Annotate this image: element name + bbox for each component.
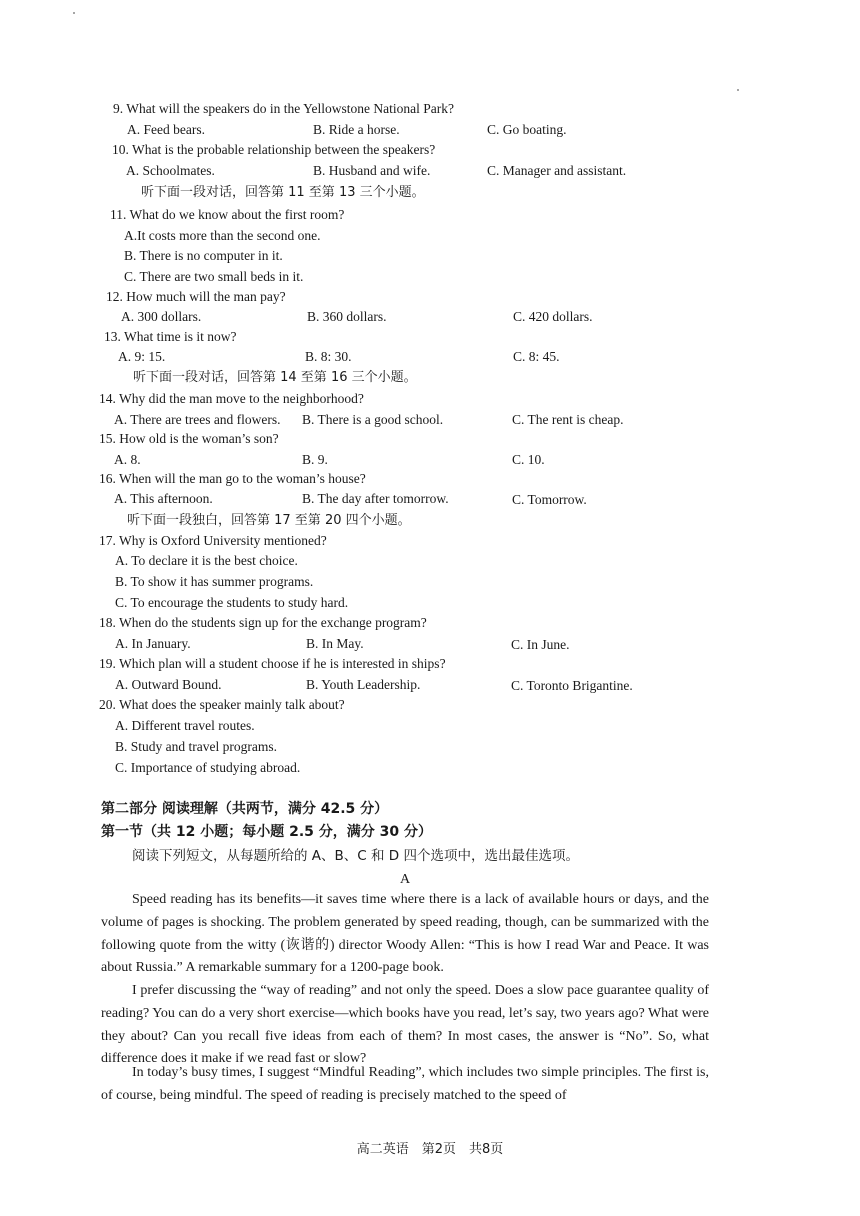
question-18-stem: 18. When do the students sign up for the exchange program? bbox=[99, 615, 427, 630]
question-15-option-b: B. 9. bbox=[302, 452, 328, 467]
question-10-option-a: A. Schoolmates. bbox=[126, 163, 215, 178]
question-20-option-c: C. Importance of studying abroad. bbox=[115, 760, 301, 775]
question-10-stem: 10. What is the probable relationship between the speakers? bbox=[112, 142, 436, 157]
question-10-option-c: C. Manager and assistant. bbox=[487, 163, 627, 178]
question-20-option-a: A. Different travel routes. bbox=[115, 718, 255, 733]
question-17-option-b: B. To show it has summer programs. bbox=[115, 574, 314, 589]
question-15-option-c: C. 10. bbox=[512, 452, 545, 467]
scan-speck bbox=[737, 89, 739, 91]
question-9-option-c: C. Go boating. bbox=[487, 122, 567, 137]
question-12-option-b: B. 360 dollars. bbox=[307, 309, 387, 324]
question-16-option-c: C. Tomorrow. bbox=[512, 492, 587, 507]
question-18-option-b: B. In May. bbox=[306, 636, 364, 651]
question-14-stem: 14. Why did the man move to the neighborhood? bbox=[99, 391, 364, 406]
question-13-option-c: C. 8: 45. bbox=[513, 349, 560, 364]
instruction-17-20: 听下面一段独白，回答第 17 至第 20 四个小题。 bbox=[127, 513, 411, 528]
question-20-stem: 20. What does the speaker mainly talk about? bbox=[99, 697, 345, 712]
reading-instruction: 阅读下列短文，从每题所给的 A、B、C 和 D 四个选项中，选出最佳选项。 bbox=[132, 848, 579, 864]
question-19-stem: 19. Which plan will a student choose if he is interested in ships? bbox=[99, 656, 446, 671]
question-13-option-b: B. 8: 30. bbox=[305, 349, 352, 364]
question-15-option-a: A. 8. bbox=[114, 452, 141, 467]
question-18-option-a: A. In January. bbox=[115, 636, 191, 651]
question-15-stem: 15. How old is the woman’s son? bbox=[99, 431, 279, 446]
scan-speck bbox=[73, 12, 75, 14]
page-footer: 高二英语 第2页 共8页 bbox=[356, 1142, 504, 1157]
question-19-option-a: A. Outward Bound. bbox=[115, 677, 222, 692]
passage-paragraph-3: In today’s busy times, I suggest “Mindful Reading”, which includes two simple principles. The first is, of course, being mindful. The speed of reading is precisely matched to the speed of bbox=[101, 1065, 709, 1103]
question-9-option-b: B. Ride a horse. bbox=[313, 122, 400, 137]
question-20-option-b: B. Study and travel programs. bbox=[115, 739, 277, 754]
question-14-option-b: B. There is a good school. bbox=[302, 412, 444, 427]
passage-paragraph-1: Speed reading has its benefits—it saves time where there is a lack of available hours or days, and the volume of pages is shocking. The problem generated by speed reading, though, can be summarized with the following quote from the witty (诙谐的) director Woody Allen: “This is how I read War and Peace. It was about Russia.” A remarkable summary for a 1200-page book. bbox=[101, 892, 709, 976]
question-19-option-b: B. Youth Leadership. bbox=[306, 677, 421, 692]
passage-paragraph-2: I prefer discussing the “way of reading” and not only the speed. Does a slow pace guarantee quality of reading? You can do a very short exercise—which books have you read, let’s say, two years ago? What were they about? Can you recall five ideas from each of them? In most cases, the answer is “No”. So, what difference does it make if we read fast or slow? bbox=[101, 983, 709, 1067]
question-13-stem: 13. What time is it now? bbox=[104, 329, 237, 344]
question-12-stem: 12. How much will the man pay? bbox=[106, 289, 286, 304]
question-19-option-c: C. Toronto Brigantine. bbox=[511, 678, 633, 693]
question-14-option-c: C. The rent is cheap. bbox=[512, 412, 624, 427]
instruction-11-13: 听下面一段对话，回答第 11 至第 13 三个小题。 bbox=[141, 185, 425, 200]
question-11-stem: 11. What do we know about the first room? bbox=[110, 207, 345, 222]
question-10-option-b: B. Husband and wife. bbox=[313, 163, 431, 178]
question-9-stem: 9. What will the speakers do in the Yellowstone National Park? bbox=[113, 101, 454, 116]
instruction-14-16: 听下面一段对话，回答第 14 至第 16 三个小题。 bbox=[133, 370, 417, 385]
question-17-option-c: C. To encourage the students to study hard. bbox=[115, 595, 349, 610]
reading-part-title: 第二部分 阅读理解（共两节，满分 42.5 分） bbox=[101, 801, 389, 817]
question-16-stem: 16. When will the man go to the woman’s house? bbox=[99, 471, 366, 486]
question-11-option-b: B. There is no computer in it. bbox=[124, 248, 283, 263]
question-12-option-a: A. 300 dollars. bbox=[121, 309, 202, 324]
question-9-option-a: A. Feed bears. bbox=[127, 122, 205, 137]
question-17-stem: 17. Why is Oxford University mentioned? bbox=[99, 533, 327, 548]
question-12-option-c: C. 420 dollars. bbox=[513, 309, 593, 324]
question-14-option-a: A. There are trees and flowers. bbox=[114, 412, 281, 427]
question-11-option-a: A.It costs more than the second one. bbox=[124, 228, 321, 243]
question-18-option-c: C. In June. bbox=[511, 637, 570, 652]
question-17-option-a: A. To declare it is the best choice. bbox=[115, 553, 298, 568]
question-16-option-b: B. The day after tomorrow. bbox=[302, 491, 449, 506]
question-16-option-a: A. This afternoon. bbox=[114, 491, 213, 506]
question-13-option-a: A. 9: 15. bbox=[118, 349, 166, 364]
question-11-option-c: C. There are two small beds in it. bbox=[124, 269, 304, 284]
reading-section-title: 第一节（共 12 小题；每小题 2.5 分，满分 30 分） bbox=[101, 824, 433, 840]
passage-letter: A bbox=[399, 872, 411, 887]
